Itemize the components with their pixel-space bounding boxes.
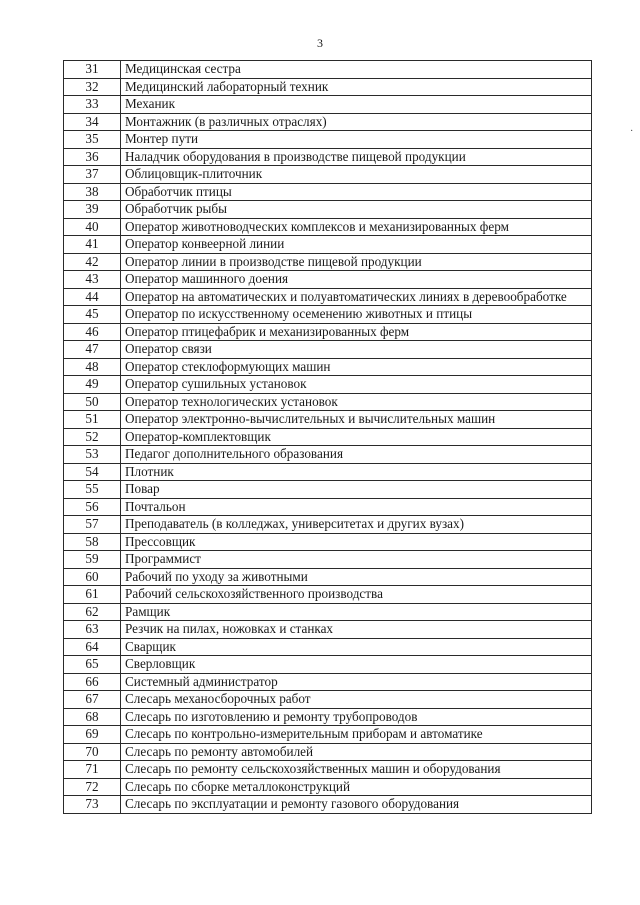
row-number: 39	[64, 201, 121, 219]
profession-name: Прессовщик	[121, 533, 592, 551]
table-row	[64, 568, 592, 586]
table-row	[64, 463, 592, 481]
table-row	[64, 148, 592, 166]
row-number: 66	[64, 673, 121, 691]
table-row	[64, 726, 592, 744]
profession-name: Слесарь по ремонту автомобилей	[121, 743, 592, 761]
table-row	[64, 743, 592, 761]
row-number: 69	[64, 726, 121, 744]
row-number: 31	[64, 61, 121, 79]
row-number: 49	[64, 376, 121, 394]
profession-name: Медицинский лабораторный техник	[121, 78, 592, 96]
table-row	[64, 393, 592, 411]
row-number: 55	[64, 481, 121, 499]
table-row	[64, 498, 592, 516]
row-number: 61	[64, 586, 121, 604]
profession-name: Обработчик птицы	[121, 183, 592, 201]
row-number: 33	[64, 96, 121, 114]
table-row	[64, 96, 592, 114]
profession-name: Слесарь механосборочных работ	[121, 691, 592, 709]
profession-name: Оператор сушильных установок	[121, 376, 592, 394]
row-number: 73	[64, 796, 121, 814]
table-row	[64, 621, 592, 639]
profession-name: Системный администратор	[121, 673, 592, 691]
scan-speck: ·	[630, 126, 634, 137]
profession-name: Рабочий по уходу за животными	[121, 568, 592, 586]
profession-name: Повар	[121, 481, 592, 499]
profession-name: Слесарь по сборке металлоконструкций	[121, 778, 592, 796]
row-number: 68	[64, 708, 121, 726]
profession-name: Оператор технологических установок	[121, 393, 592, 411]
profession-name: Оператор конвеерной линии	[121, 236, 592, 254]
profession-name: Слесарь по изготовлению и ремонту трубопроводов	[121, 708, 592, 726]
row-number: 50	[64, 393, 121, 411]
professions-table-body	[64, 61, 592, 814]
row-number: 62	[64, 603, 121, 621]
profession-name: Программист	[121, 551, 592, 569]
row-number: 32	[64, 78, 121, 96]
table-row	[64, 201, 592, 219]
row-number: 67	[64, 691, 121, 709]
profession-name: Оператор машинного доения	[121, 271, 592, 289]
table-row	[64, 656, 592, 674]
table-row	[64, 166, 592, 184]
table-row	[64, 428, 592, 446]
table-row	[64, 586, 592, 604]
table-row	[64, 708, 592, 726]
profession-name: Сверловщик	[121, 656, 592, 674]
profession-name: Плотник	[121, 463, 592, 481]
table-row	[64, 533, 592, 551]
table-row	[64, 236, 592, 254]
row-number: 54	[64, 463, 121, 481]
row-number: 40	[64, 218, 121, 236]
row-number: 59	[64, 551, 121, 569]
table-row	[64, 218, 592, 236]
profession-name: Оператор на автоматических и полуавтоматических линиях в деревообработке	[121, 288, 592, 306]
row-number: 37	[64, 166, 121, 184]
profession-name: Оператор линии в производстве пищевой продукции	[121, 253, 592, 271]
table-row	[64, 603, 592, 621]
profession-name: Преподаватель (в колледжах, университетах и других вузах)	[121, 516, 592, 534]
row-number: 71	[64, 761, 121, 779]
profession-name: Облицовщик-плиточник	[121, 166, 592, 184]
profession-name: Оператор птицефабрик и механизированных ферм	[121, 323, 592, 341]
table-row	[64, 481, 592, 499]
profession-name: Педагог дополнительного образования	[121, 446, 592, 464]
table-row	[64, 691, 592, 709]
row-number: 72	[64, 778, 121, 796]
profession-name: Обработчик рыбы	[121, 201, 592, 219]
table-row	[64, 376, 592, 394]
page-number: 3	[317, 36, 323, 50]
row-number: 65	[64, 656, 121, 674]
row-number: 70	[64, 743, 121, 761]
profession-name: Механик	[121, 96, 592, 114]
row-number: 42	[64, 253, 121, 271]
profession-name: Оператор-комплектовщик	[121, 428, 592, 446]
profession-name: Оператор связи	[121, 341, 592, 359]
profession-name: Рабочий сельскохозяйственного производства	[121, 586, 592, 604]
row-number: 63	[64, 621, 121, 639]
row-number: 44	[64, 288, 121, 306]
table-row	[64, 638, 592, 656]
row-number: 51	[64, 411, 121, 429]
row-number: 52	[64, 428, 121, 446]
table-row	[64, 183, 592, 201]
profession-name: Оператор по искусственному осеменению животных и птицы	[121, 306, 592, 324]
profession-name: Почтальон	[121, 498, 592, 516]
row-number: 36	[64, 148, 121, 166]
table-row	[64, 341, 592, 359]
table-row	[64, 516, 592, 534]
row-number: 38	[64, 183, 121, 201]
table-row	[64, 323, 592, 341]
profession-name: Наладчик оборудования в производстве пищевой продукции	[121, 148, 592, 166]
table-row	[64, 253, 592, 271]
row-number: 57	[64, 516, 121, 534]
row-number: 43	[64, 271, 121, 289]
table-row	[64, 551, 592, 569]
table-row	[64, 446, 592, 464]
row-number: 48	[64, 358, 121, 376]
profession-name: Монтажник (в различных отраслях)	[121, 113, 592, 131]
profession-name: Сварщик	[121, 638, 592, 656]
row-number: 45	[64, 306, 121, 324]
row-number: 60	[64, 568, 121, 586]
profession-name: Слесарь по контрольно-измерительным приборам и автоматике	[121, 726, 592, 744]
row-number: 64	[64, 638, 121, 656]
table-row	[64, 288, 592, 306]
profession-name: Резчик на пилах, ножовках и станках	[121, 621, 592, 639]
profession-name: Оператор стеклоформующих машин	[121, 358, 592, 376]
profession-name: Монтер пути	[121, 131, 592, 149]
table-row	[64, 411, 592, 429]
profession-name: Слесарь по эксплуатации и ремонту газового оборудования	[121, 796, 592, 814]
table-row	[64, 78, 592, 96]
table-row	[64, 358, 592, 376]
table-row	[64, 778, 592, 796]
profession-name: Слесарь по ремонту сельскохозяйственных машин и оборудования	[121, 761, 592, 779]
row-number: 53	[64, 446, 121, 464]
row-number: 41	[64, 236, 121, 254]
table-row	[64, 61, 592, 79]
table-row	[64, 796, 592, 814]
profession-name: Оператор животноводческих комплексов и механизированных ферм	[121, 218, 592, 236]
table-row	[64, 131, 592, 149]
table-row	[64, 673, 592, 691]
row-number: 47	[64, 341, 121, 359]
table-row	[64, 271, 592, 289]
table-row	[64, 113, 592, 131]
profession-name: Оператор электронно-вычислительных и вычислительных машин	[121, 411, 592, 429]
row-number: 56	[64, 498, 121, 516]
profession-name: Медицинская сестра	[121, 61, 592, 79]
professions-table	[63, 60, 592, 814]
row-number: 34	[64, 113, 121, 131]
row-number: 46	[64, 323, 121, 341]
table-row	[64, 761, 592, 779]
row-number: 58	[64, 533, 121, 551]
table-row	[64, 306, 592, 324]
row-number: 35	[64, 131, 121, 149]
profession-name: Рамщик	[121, 603, 592, 621]
